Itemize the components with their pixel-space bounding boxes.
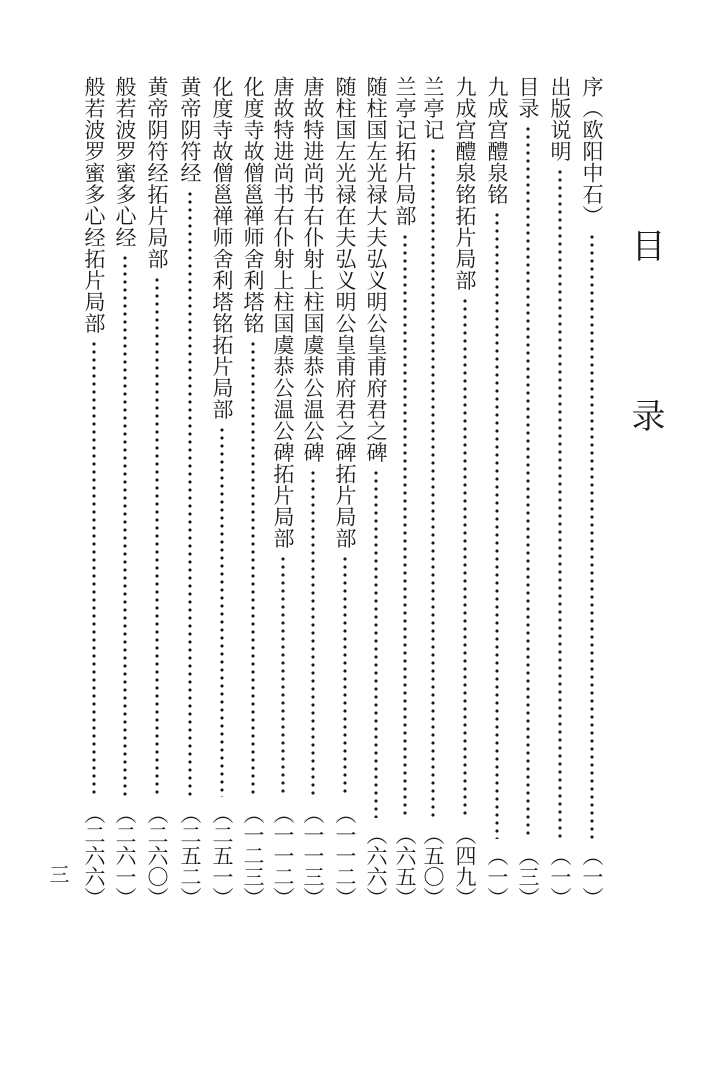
dot-leader	[514, 125, 542, 839]
dot-leader	[578, 233, 606, 840]
toc-entry	[391, 76, 419, 908]
dot-leader	[391, 233, 419, 819]
toc-entry-title: 目录	[516, 76, 540, 119]
toc-entry-page: （二六〇）	[145, 803, 169, 908]
toc-entry-page: （一二三）	[241, 803, 265, 908]
dot-leader	[208, 426, 236, 797]
toc-entry-page: （四九）	[453, 824, 477, 908]
toc-entry	[299, 76, 327, 908]
dot-leader	[299, 469, 327, 797]
toc-entry	[451, 76, 479, 908]
toc-entry-page: （六六）	[364, 824, 388, 908]
toc-entry-page: （一一三）	[301, 803, 325, 908]
dot-leader	[331, 555, 359, 797]
dot-leader	[239, 340, 267, 797]
toc-entry-page: （二五二）	[178, 803, 202, 908]
toc-entry-page: （一）	[548, 845, 572, 908]
toc-entry	[176, 76, 204, 908]
toc-entry	[208, 76, 236, 908]
toc-entry-title: 随柱国左光禄在夫弘义明公皇甫府君之碑拓片局部	[333, 76, 357, 549]
dot-leader	[483, 211, 511, 839]
toc-entry-title: 般若波罗蜜多心经拓片局部	[82, 76, 106, 334]
toc-entry-page: （一一二）	[333, 803, 357, 908]
dot-leader	[546, 168, 574, 839]
toc-entry-title: 黄帝阴符经拓片局部	[145, 76, 169, 270]
toc-entry	[269, 76, 297, 908]
toc-entry-title: 九成宫醴泉铭	[485, 76, 509, 205]
dot-leader	[362, 469, 390, 818]
toc-entry	[111, 76, 139, 908]
toc-entry-title: 唐故特进尚书右仆射上柱国虞恭公温公碑	[301, 76, 325, 463]
toc-entry-page: （二五一）	[210, 803, 234, 908]
toc-heading-char-1: 目	[625, 228, 665, 262]
dot-leader	[176, 190, 204, 798]
toc-entry	[331, 76, 359, 908]
dot-leader	[111, 254, 139, 797]
toc-entry-page: （一）	[485, 845, 509, 908]
toc-entry-title: 唐故特进尚书右仆射上柱国虞恭公温公碑拓片局部	[271, 76, 295, 549]
toc-heading-char-2: 录	[625, 398, 665, 432]
toc-entry-page: （一一二）	[271, 803, 295, 908]
toc-entry	[546, 76, 574, 908]
toc-entry-title: 兰亭记	[421, 76, 445, 141]
toc-entry	[143, 76, 171, 908]
toc-entry-title: 黄帝阴符经	[178, 76, 202, 184]
toc-entry	[514, 76, 542, 908]
toc-entry-title: 序（欧阳中石）	[580, 76, 604, 227]
toc-entry-page: （二六一）	[113, 803, 137, 908]
toc-entry-title: 般若波罗蜜多心经	[113, 76, 137, 248]
toc-entry	[80, 76, 108, 908]
dot-leader	[419, 147, 447, 819]
toc-entry	[578, 76, 606, 908]
toc-entry	[362, 76, 390, 908]
toc-entry-page: （六五）	[393, 824, 417, 908]
dot-leader	[269, 555, 297, 797]
toc-entry-title: 兰亭记拓片局部	[393, 76, 417, 227]
dot-leader	[451, 297, 479, 818]
toc-entry-title: 化度寺故僧邕禅师舍利塔铭拓片局部	[210, 76, 234, 420]
toc-entry-page: （五〇）	[421, 824, 445, 908]
toc-entry	[483, 76, 511, 908]
toc-entry-title: 九成宫醴泉铭拓片局部	[453, 76, 477, 291]
toc-entry-title: 化度寺故僧邕禅师舍利塔铭	[241, 76, 265, 334]
toc-entry-title: 出版说明	[548, 76, 572, 162]
toc-entry	[419, 76, 447, 908]
toc-entry-page: （二六六）	[82, 803, 106, 908]
toc-entry-title: 随柱国左光禄大夫弘义明公皇甫府君之碑	[364, 76, 388, 463]
page-number: 三	[46, 864, 70, 884]
toc-entry-page: （一）	[580, 845, 604, 908]
dot-leader	[80, 340, 108, 797]
toc-entry	[239, 76, 267, 908]
toc-entry-page: （三）	[516, 845, 540, 908]
dot-leader	[143, 276, 171, 798]
